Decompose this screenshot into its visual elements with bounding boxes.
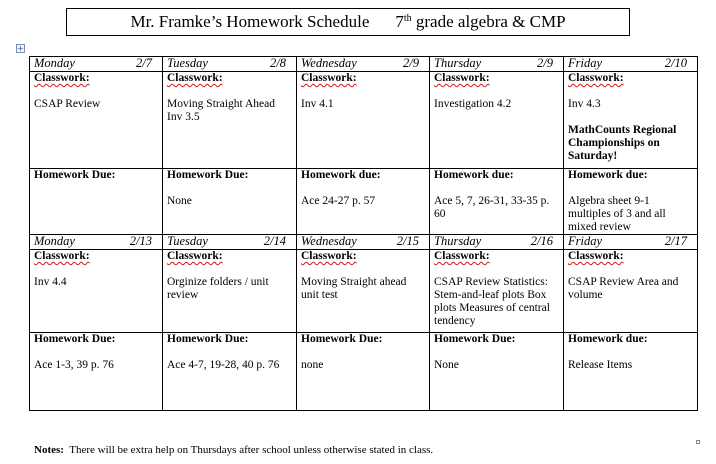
classwork-text: Moving Straight Ahead Inv 3.5 — [167, 98, 275, 123]
homework-label: Homework Due: — [434, 333, 516, 345]
homework-text: Ace 5, 7, 26-31, 33-35 p. 60 — [434, 195, 550, 220]
homework-label: Homework due: — [434, 169, 514, 181]
day-date: 2/15 — [396, 234, 419, 248]
homework-text: None — [434, 359, 459, 371]
day-date: 2/16 — [530, 234, 553, 248]
homework-label: Homework due: — [568, 169, 648, 181]
homework-cell[interactable] — [163, 333, 297, 411]
day-header-cell[interactable] — [30, 57, 163, 72]
homework-label: Homework due: — [568, 333, 648, 345]
classwork-label: Classwork: — [568, 72, 624, 84]
day-header-row — [30, 235, 698, 250]
classwork-cell[interactable] — [30, 250, 163, 333]
homework-row — [30, 169, 698, 235]
day-name: Wednesday — [301, 234, 357, 248]
notes-label: Notes: — [34, 444, 64, 456]
day-header-cell[interactable] — [297, 235, 430, 250]
classwork-label: Classwork: — [301, 72, 357, 84]
notes-text: There will be extra help on Thursdays after school unless otherwise stated in class. — [69, 444, 434, 456]
title-grade-number: 7 — [395, 12, 404, 31]
homework-text: None — [167, 195, 192, 207]
day-header-cell[interactable] — [564, 235, 698, 250]
day-date: 2/10 — [664, 56, 687, 70]
table-move-handle-icon[interactable]: + — [17, 44, 24, 53]
classwork-text: Orginize folders / unit review — [167, 276, 269, 301]
classwork-label: Classwork: — [34, 72, 90, 84]
day-header-cell[interactable] — [564, 57, 698, 72]
classwork-text: Inv 4.3 — [568, 98, 601, 110]
day-date: 2/8 — [270, 56, 286, 70]
classwork-label: Classwork: — [568, 250, 624, 262]
classwork-cell[interactable] — [564, 250, 698, 333]
table-resize-handle-icon[interactable] — [696, 440, 700, 444]
classwork-row — [30, 250, 698, 333]
page-title — [66, 8, 630, 36]
classwork-cell[interactable] — [430, 72, 564, 169]
homework-label: Homework Due: — [34, 169, 116, 181]
homework-cell[interactable] — [297, 333, 430, 411]
day-date: 2/14 — [263, 234, 286, 248]
homework-text: none — [301, 359, 324, 371]
classwork-text: Investigation 4.2 — [434, 98, 512, 110]
homework-text: Ace 4-7, 19-28, 40 p. 76 — [167, 359, 280, 371]
homework-label: Homework due: — [301, 169, 381, 181]
classwork-text: CSAP Review — [34, 98, 101, 110]
day-header-cell[interactable] — [163, 57, 297, 72]
classwork-cell[interactable] — [30, 72, 163, 169]
homework-cell[interactable] — [430, 333, 564, 411]
homework-cell[interactable] — [30, 169, 163, 235]
classwork-cell[interactable] — [564, 72, 698, 169]
homework-text: Release Items — [568, 359, 633, 371]
classwork-row — [30, 72, 698, 169]
day-name: Wednesday — [301, 56, 357, 70]
homework-cell[interactable] — [564, 333, 698, 411]
classwork-label: Classwork: — [301, 250, 357, 262]
homework-cell[interactable] — [30, 333, 163, 411]
day-header-cell[interactable] — [30, 235, 163, 250]
homework-cell[interactable] — [163, 169, 297, 235]
day-name: Monday — [34, 234, 75, 248]
day-header-cell[interactable] — [297, 57, 430, 72]
day-header-cell[interactable] — [430, 235, 564, 250]
classwork-label: Classwork: — [434, 250, 490, 262]
classwork-label: Classwork: — [167, 72, 223, 84]
homework-cell[interactable] — [297, 169, 430, 235]
classwork-cell[interactable] — [163, 250, 297, 333]
day-header-cell[interactable] — [163, 235, 297, 250]
day-name: Thursday — [434, 56, 482, 70]
classwork-text: CSAP Review Area and volume — [568, 276, 679, 301]
title-teacher: Mr. Framke’s Homework Schedule — [130, 12, 370, 31]
day-name: Thursday — [434, 234, 482, 248]
homework-cell[interactable] — [564, 169, 698, 235]
homework-text: Ace 24-27 p. 57 — [301, 195, 376, 207]
homework-text: Algebra sheet 9-1 multiples of 3 and all mixed review — [568, 195, 666, 233]
day-name: Tuesday — [167, 56, 208, 70]
classwork-text: Inv 4.4 — [34, 276, 67, 288]
classwork-text: Inv 4.1 — [301, 98, 334, 110]
day-date: 2/9 — [403, 56, 419, 70]
classwork-cell[interactable] — [297, 250, 430, 333]
classwork-label: Classwork: — [434, 72, 490, 84]
schedule-table — [29, 56, 698, 411]
day-name: Friday — [568, 56, 603, 70]
classwork-label: Classwork: — [34, 250, 90, 262]
classwork-cell[interactable] — [297, 72, 430, 169]
classwork-text: CSAP Review Statistics: Stem-and-leaf plots Box plots Measures of central tendency — [434, 276, 550, 327]
day-date: 2/9 — [537, 56, 553, 70]
day-name: Monday — [34, 56, 75, 70]
homework-row — [30, 333, 698, 411]
day-name: Friday — [568, 234, 603, 248]
classwork-label: Classwork: — [167, 250, 223, 262]
notes — [34, 444, 433, 456]
title-course: grade algebra & CMP — [415, 12, 566, 31]
homework-label: Homework Due: — [167, 333, 249, 345]
day-date: 2/13 — [129, 234, 152, 248]
classwork-cell[interactable] — [430, 250, 564, 333]
title-grade-suffix: th — [403, 13, 412, 24]
day-name: Tuesday — [167, 234, 208, 248]
day-header-row — [30, 57, 698, 72]
homework-label: Homework Due: — [167, 169, 249, 181]
day-date: 2/7 — [136, 56, 152, 70]
homework-text: Ace 1-3, 39 p. 76 — [34, 359, 114, 371]
homework-label: Homework Due: — [34, 333, 116, 345]
classwork-announcement: MathCounts Regional Championships on Saturday! — [568, 124, 677, 162]
classwork-text: Moving Straight ahead unit test — [301, 276, 407, 301]
classwork-cell[interactable] — [163, 72, 297, 169]
day-header-cell[interactable] — [430, 57, 564, 72]
homework-cell[interactable] — [430, 169, 564, 235]
homework-label: Homework Due: — [301, 333, 383, 345]
day-date: 2/17 — [664, 234, 687, 248]
